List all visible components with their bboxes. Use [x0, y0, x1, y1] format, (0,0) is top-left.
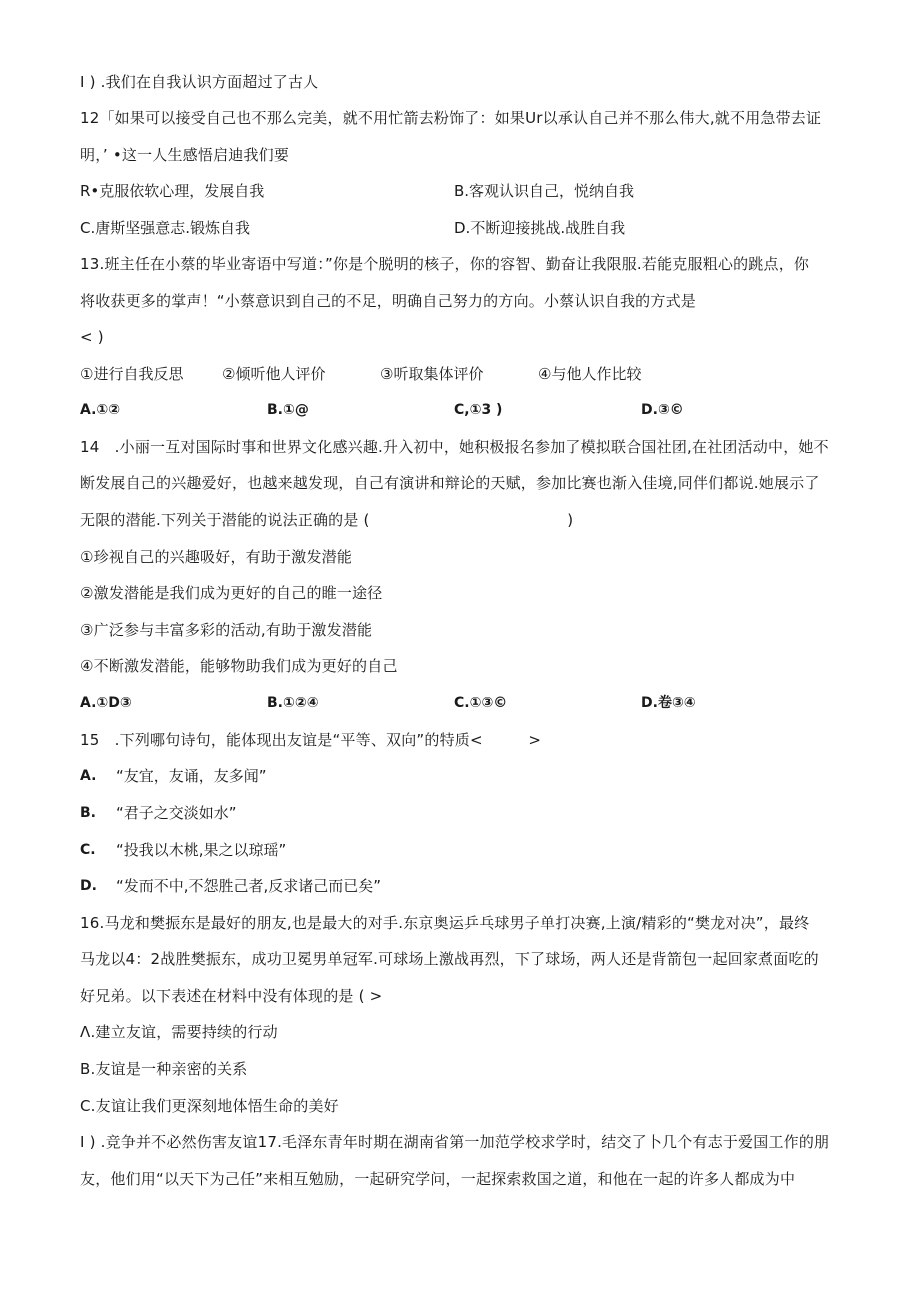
- q15-option-c-text: “投我以木桃,果之以琼瑶”: [116, 841, 287, 859]
- q16-option-b: B.友谊是一种亲密的关系: [80, 1060, 248, 1078]
- q15-option-d-label: D.: [80, 878, 97, 894]
- q13-item-3: ③听取集体评价: [380, 365, 484, 383]
- question-15: 15 .下列哪句诗句，能体现出友谊是“平等、双向”的特质< >: [80, 731, 542, 749]
- q12-option-a: R•克服依软心理，发展自我: [80, 182, 265, 200]
- q15-option-d-text: “发而不中,不怨胜己者,反求诸己而已矣”: [116, 877, 382, 895]
- q13-item-1: ①进行自我反思: [80, 365, 184, 383]
- q12-option-c: C.唐斯坚强意志.锻炼自我: [80, 219, 251, 237]
- q16-option-a: Λ.建立友谊，需要持续的行动: [80, 1023, 278, 1041]
- q14-item-2: ②激发潜能是我们成为更好的自己的睢一途径: [80, 584, 383, 602]
- question-14-line-1: 14 .小丽一互对国际时事和世界文化感兴趣.升入初中，她积极报名参加了模拟联合国社团,在社团活动中，她不: [80, 438, 829, 456]
- q14-item-4: ④不断激发潜能，能够物助我们成为更好的自己: [80, 657, 398, 675]
- q16-option-d-and-question-17: I ) .竞争并不必然伤害友谊17.毛泽东青年时期在湖南省第一加范学校求学时，结交了卜几个有志于爱国工作的朋: [80, 1133, 830, 1151]
- question-16-line-1: 16.马龙和樊振东是最好的朋友,也是最大的对手.东京奥运乒乓球男子单打决赛,上演/精彩的“樊龙对决”，最终: [80, 914, 810, 932]
- question-12-line-1: 12「如果可以接受自己也不那么完美，就不用忙箭去粉饰了：如果Ur以承认自己并不那么伟大,就不用急带去证: [80, 109, 822, 127]
- question-14-line-3: 无限的潜能.下列关于潜能的说法正确的是 ( ): [80, 511, 574, 529]
- option-d-q11: I ) .我们在自我认识方面超过了古人: [80, 73, 319, 91]
- q13-option-a: A.①②: [80, 402, 121, 418]
- question-16-line-2: 马龙以4：2战胜樊振东，成功卫冕男单冠军.可球场上激战再烈，下了球场，两人还是背箭包一起回家煮面吃的: [80, 950, 819, 968]
- question-16-line-3: 好兄弟。以下表述在材料中没有体现的是 ( >: [80, 987, 383, 1005]
- q15-option-a-text: “友宜，友诵，友多闻”: [116, 767, 267, 785]
- q12-option-b: B.客观认识自己，悦纳自我: [454, 182, 635, 200]
- q13-item-4: ④与他人作比较: [538, 365, 642, 383]
- q13-option-c: C,①3 ): [454, 402, 503, 418]
- q12-option-d: D.不断迎接挑战.战胜自我: [454, 219, 626, 237]
- q13-option-b: B.①@: [267, 402, 309, 418]
- q15-option-b-label: B.: [80, 805, 96, 821]
- q14-option-c: C.①③©: [454, 695, 508, 711]
- q15-option-c-label: C.: [80, 842, 96, 858]
- q13-item-2: ②倾听他人评价: [222, 365, 326, 383]
- question-14-line-2: 断发展自己的兴趣爱好，也越来越发现，自己有演讲和辩论的天赋，参加比赛也渐入佳境,同伴们都说.她展示了: [80, 474, 820, 492]
- question-13-line-2: 将收获更多的掌声！“小蔡意识到自己的不足，明确自己努力的方向。小蔡认识自我的方式是: [80, 292, 696, 310]
- q14-item-3: ③广泛参与丰富多彩的活动,有助于激发潜能: [80, 621, 373, 639]
- q16-option-c: C.友谊让我们更深刻地体悟生命的美好: [80, 1097, 339, 1115]
- question-12-line-2: 明，’ •这一人生感悟启迪我们要: [80, 146, 290, 164]
- q13-option-d: D.③©: [641, 402, 684, 418]
- question-13-line-1: 13.班主任在小蔡的毕业寄语中写道：”你是个脱明的核子，你的容智、勤奋让我限服.若能克服粗心的跳点，你: [80, 255, 810, 273]
- q15-option-b-text: “君子之交淡如水”: [116, 804, 237, 822]
- question-17-line-2: 友，他们用“以天下为己任”来相互勉励，一起研究学问，一起探索救国之道，和他在一起的许多人都成为中: [80, 1170, 796, 1188]
- q14-option-d: D.卷③④: [641, 695, 696, 711]
- q14-item-1: ①珍视自己的兴趣吸好，有助于激发潜能: [80, 548, 353, 566]
- q15-option-a-label: A.: [80, 768, 97, 784]
- q14-option-a: A.①D③: [80, 695, 132, 711]
- question-13-line-3: < ): [80, 328, 104, 346]
- q14-option-b: B.①②④: [267, 695, 319, 711]
